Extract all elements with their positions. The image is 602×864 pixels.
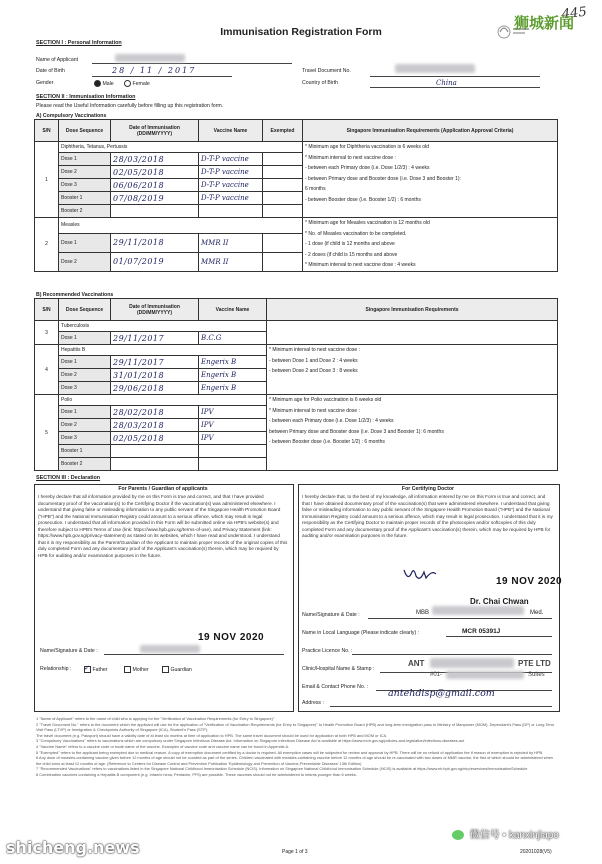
requirement-line: - between each Primary dose (i.e. Dose 1/2/3) : 4 weeks [305,165,430,171]
dose-vaccine: Engerix B [199,356,267,369]
dose-vaccine [199,445,267,458]
redacted-mbbs [432,606,524,615]
compulsory-table: S/N Dose Sequence Date of Immunisation (DD/MM/YYYY) Vaccine Name Exempted Singapore Immunisation Requirements (Application Approval Criteria) 1 Diphtheria, Tetanus, Pertussis * Minimum age for Diphtheria vaccination is 6 weeks old * Minimum interval to next vaccine dose : - between each Primary dose (i.e. Dose 1/2/3) : 4 weeks - between Primary dose and Booster dose (i.e. Dose 3 and Booster 1): 6 months - between Booster dose (i.e. Booster 1/2) : 6 months Dose 1 28/03/2018 D-T-P vaccine Dose 2 02/05/2018 D-T-P vaccine Dose 3 06/06/2018 D-T-P vaccine Booster 1 07/08/2019 D-T-P vaccine Booster 2 2 Measles * Minimum age for Measles vaccination is 12 months old * No. of Measles vaccination to be completed. - 1 dose (if child is 12 months and above - 2 doses (if child is 15 months and above * Minimum interval to next vaccine dose : 4 weeks Dose 1 29/11/2018 MMR II Dose 2 01/07/2019 MMR II [34,119,558,272]
watermark-bottom-left: shicheng.news [6,838,140,857]
dose-date: 31/01/2018 [111,369,199,382]
dose-vaccine: D-T-P vaccine [199,166,263,179]
vaccine-name: Diphtheria, Tetanus, Pertussis [59,142,303,153]
vaccine-sn: 1 [35,142,59,218]
vaccine-sn: 4 [35,345,59,395]
doctor-stamp-name: Dr. Chai Chwan [470,597,529,606]
doctor-declaration-text: I hereby declare that, to the best of my knowledge, all information entered by me on this Form is true and correct, and that I have obtained documentary proof of the vaccination(s) that were administered elsewhere. I understand that giving false or misleading information to any public servant of the Singapore Health Promotion Board ("HPB") and the National Immunisation Registry could amount to a serious offence, which may result in legal prosecution. I understand that it is my responsibility as the Certifying Doctor to maintain proper records of the photocopies and/or softcopies of this duly completed Form and any documentary proof of the Applicant's vaccination(s) therein, which may be required by HPB for auditing and/or examination purposes in the future. [302,494,553,538]
rel-mother[interactable]: Mother [124,666,149,673]
dose-sequence: Dose 2 [59,166,111,179]
dose-date [111,445,199,458]
vaccine-name: Polio [59,395,267,406]
gender-male[interactable]: Male [94,80,114,87]
travel-doc-label: Travel Document No. [302,68,351,74]
name-label: Name of Applicant [36,57,79,63]
dose-vaccine: D-T-P vaccine [199,192,263,205]
address-label: Address : [302,700,324,706]
redacted-parent-name [140,645,200,653]
requirement-line: - between Booster dose (i.e. Booster 1/2) : 6 months [269,439,385,445]
dose-exempted [263,205,303,218]
vaccine-sn: 2 [35,218,59,272]
page-title: Immunisation Registration Form [220,26,382,38]
dose-sequence: Dose 1 [59,153,111,166]
dose-date: 28/02/2018 [111,406,199,419]
dose-sequence: Dose 2 [59,252,111,271]
requirements-cell [303,218,558,272]
dose-exempted [263,153,303,166]
parent-date-stamp: 19 NOV 2020 [198,632,265,643]
clinic-stamp-4: Suites [528,672,545,678]
requirements-cell [267,345,558,395]
parent-head: For Parents / Guardian of applicants [118,486,208,492]
dose-vaccine: B.C.G [199,332,267,345]
footnote: 8 Combination vaccines containing a Hepatitis B component (e.g. Infanrix hexa, Pentaxim, PF5) are possible. These vaccines should not be administered to infants younger than 6 weeks. [36,771,357,777]
watermark-bottom-right: 微信号 • kanxinjiapo [452,826,559,841]
requirement-line: * Minimum age for Diphtheria vaccination is 6 weeks old [305,144,429,150]
vaccine-row [35,395,558,406]
dob-label: Date of Birth [36,68,65,74]
email-label: Email & Contact Phone No. : [302,684,369,690]
footnote: 4 "Vaccine Name" refers to a vaccine code or trade name of the vaccine. Examples of vaccine code and vaccine name can be found in Appendix A. [36,743,290,749]
parent-declaration-text: I hereby declare that all information provided by me on this Form is true and correct, and that I have provided documentary proof of the vaccination(s) to the Certifying Doctor if the vaccination(s) was administered elsewhere. I understand that giving false or misleading information to any public servant of the Singapore Health Promotion Board ("HPB") and the National Immunisation Registry could amount to a serious offence, which may result in legal prosecution. I understand that all information provided in this Form will be submitted online via HPB's website(s) and therefore subject to HPB's Terms of Use (link: https://www.hpb.gov.sg/terms-of-use), and Privacy Statement (link: https://www.hpb.gov.sg/privacy-statement) as stated on its websites, which I have read and understood. I understand that it is my responsibility as the Parent/Guardian of the Applicant to maintain proper records of the original copies of this duly completed Form and any documentary proof of the Applicant's vaccination(s) therein, which may be required by HPB for auditing and/or examination purposes in the future. [38,494,288,558]
doctor-sig-label: Name/Signature & Date : [302,612,360,618]
section1-heading: SECTION I : Personal Information [36,40,122,46]
email-value: antehdisp@gmail.com [388,688,495,699]
doctor-signature [402,566,438,588]
watermark-top-right: 狮城新闻 [514,14,575,32]
requirement-line: * Minimum interval to next vaccine dose : [269,407,360,414]
vaccine-row [35,142,558,153]
relationship-label: Relationship : [40,666,72,672]
licence-label: Practice Licence No. : [302,648,353,654]
dose-date: 01/07/2019 [111,252,199,271]
dose-vaccine: MMR II [199,252,263,271]
dose-vaccine [199,458,267,471]
vaccine-row [35,345,558,356]
dose-date: 02/05/2018 [111,166,199,179]
rel-guardian[interactable]: Guardian [162,666,192,673]
corner-number: 445 [561,4,588,23]
requirement-line: * Minimum interval to next vaccine dose : [269,347,360,353]
footnote: 3 "Compulsory Vaccinations" refers to vaccinations which are compulsory under Singapore Infectious Disease Act. Information on Singapore Infectious Disease Act is available at https://www.moh.gov.sg/policies-and-legislation/infectious-diseases-act [36,738,465,744]
rel-father[interactable]: ✓ Father [84,665,108,673]
dose-vaccine: MMR II [199,233,263,252]
dose-date: 07/08/2019 [111,192,199,205]
dose-sequence: Dose 3 [59,179,111,192]
footnote: The travel document (e.g. Passport) should have a validity date of at least six months at time of application to HPB. The same travel document should be used for application at both HPB and MOM or ICA. [36,732,388,738]
dose-date: 29/11/2017 [111,356,199,369]
clinic-stamp-3: #01- [430,672,443,678]
dose-date: 06/06/2018 [111,179,199,192]
redacted-clinic [430,658,514,668]
redacted-travel-doc [395,64,475,73]
clinic-label: Clinic/Hospital Name & Stamp : [302,666,375,672]
dose-sequence: Booster 1 [59,192,111,205]
requirement-line: between Primary dose and Booster dose (i.e. Dose 3 and Booster 1): 6 months [269,428,444,435]
vaccine-row [35,218,558,234]
dose-vaccine: IPV [199,432,267,445]
requirements-cell [303,142,558,218]
dose-date: 29/06/2018 [111,382,199,395]
requirement-line: * Minimum age for Polio vaccination is 6 weeks old [269,397,382,403]
dose-date [111,458,199,471]
requirement-line: * Minimum age for Measles vaccination is 12 months old [305,220,430,226]
reg-label: Name in Local Language (Please indicate clearly) : [302,630,420,636]
mcr-value: MCR 05391J [462,628,501,635]
country-label: Country of Birth [302,80,339,86]
dose-vaccine: IPV [199,406,267,419]
dose-date: 02/05/2018 [111,432,199,445]
recommended-title: B) Recommended Vaccinations [36,292,114,298]
dose-sequence: Dose 2 [59,419,111,432]
dose-exempted [263,233,303,252]
requirement-line: - 1 dose (if child is 12 months and above [305,241,395,247]
country-value: China [436,79,457,87]
dose-vaccine: Engerix B [199,382,267,395]
dose-sequence: Dose 1 [59,356,111,369]
doctor-head: For Certifying Doctor [401,486,455,492]
requirement-line: - 2 doses (if child is 15 months and above [305,251,398,258]
redacted-name [115,54,185,62]
dose-vaccine: IPV [199,419,267,432]
wechat-icon [452,830,464,840]
footnote: 7 "Recommended Vaccinations" refers to vaccinations listed in the Singapore National Childhood Immunisation Schedule (NCIS). Information on Singapore National Childhood Immunisation Schedule (NCIS) is available at https://www.nir.hpb.gov.sg/nirp/eservices/immunisationSchedule [36,766,528,772]
recommended-table: S/N Dose Sequence Date of Immunisation (DD/MM/YYYY) Vaccine Name Singapore Immunisation Requirements 3 Tuberculosis Dose 1 29/11/2017 B.C.G 4 Hepatitis B * Minimum interval to next vaccine dose : - between Dose 1 and Dose 2 : 4 weeks - between Dose 2 and Dose 3 : 8 weeks Dose 1 29/11/2017 Engerix B Dose 2 31/01/2018 Engerix B Dose 3 29/06/2018 Engerix B 5 Polio * Minimum age for Polio vaccination is 6 weeks old * Minimum interval to next vaccine dose : - between each Primary dose (i.e. Dose 1/2/3) : 4 weeks between Primary dose and Booster dose (i.e. Dose 3 and Booster 1): 6 months - between Booster dose (i.e. Booster 1/2) : 6 months Dose 1 28/02/2018 IPV Dose 2 28/03/2018 IPV Dose 3 02/05/2018 IPV Booster 1 Booster 2 [34,298,558,471]
section2-heading: SECTION II : Immunisation Information [36,94,136,100]
requirements-cell [267,321,558,345]
footnote: 5 "Exempted" refers to the applicant being exempted due to medical reason. A copy of exemption document certified by a doctor is required. All exemption cases will be subjected for review and approval by HPB. There will be no refund of application fee if reason of exemption is rejected by HPB. [36,749,544,755]
dose-sequence: Dose 1 [59,406,111,419]
dose-sequence: Dose 3 [59,432,111,445]
requirement-line: * Minimum interval to next vaccine dose : 4 weeks [305,262,416,268]
clinic-stamp-2: PTE LTD [518,659,551,668]
requirement-line: * Minimum interval to next vaccine dose : [305,154,396,161]
dose-date: 29/11/2017 [111,332,199,345]
vaccine-row [35,321,558,332]
dose-sequence: Booster 2 [59,458,111,471]
dose-exempted [263,252,303,271]
requirement-line: - between Dose 1 and Dose 2 : 4 weeks [269,357,358,364]
doctor-date-stamp: 19 NOV 2020 [496,576,563,587]
dose-sequence: Dose 3 [59,382,111,395]
vaccine-sn: 5 [35,395,59,471]
vaccine-name: Measles [59,218,303,234]
form-code: 20201028(V5) [520,849,552,855]
dose-exempted [263,179,303,192]
med-partial: Med. [530,610,544,616]
dose-exempted [263,192,303,205]
requirements-cell [267,395,558,471]
requirement-line: - between each Primary dose (i.e. Dose 1/2/3) : 4 weeks [269,418,394,424]
section3-heading: SECTION III : Declaration [36,475,101,481]
vaccine-name: Tuberculosis [59,321,267,332]
dose-date: 29/11/2018 [111,233,199,252]
requirement-line: - between Primary dose and Booster dose (i.e. Dose 3 and Booster 1): [305,175,461,182]
dose-sequence: Dose 1 [59,332,111,345]
requirement-line: * No. of Measles vaccination to be completed. [305,230,407,237]
section2-instruction: Please read the Useful Information carefully before filling up this registration form. [36,103,224,109]
dose-sequence: Booster 1 [59,445,111,458]
dose-date: 28/03/2018 [111,153,199,166]
gender-label: Gender [36,80,54,86]
dose-sequence: Dose 1 [59,233,111,252]
requirement-line: - between Booster dose (i.e. Booster 1/2) : 6 months [305,196,421,203]
footnote: 2 "Travel Document No." refers to the document which the applicant will use for the application of "Verification of Vaccination Requirements (for Entry to Singapore)" to Health Promotion Board (HPB) and long-term immigration pass to Ministry of Manpower (MOM), Dependant's Pass (DP) or Long Term Visit Pass (LTVP) or Immigration & Checkpoints Authority of Singapore (ICA), Student's Pass (STP). [36,721,555,733]
dose-vaccine: D-T-P vaccine [199,179,263,192]
footnote: 6 Any dose of measles-containing vaccine given before 12 months of age should not be counted as part of the series. Children vaccinated with measles-containing vaccine before 12 months of age should be re-vaccinated with two doses of MMR vaccine, the first of which should be administered when the child turns at least 12 months of age. (Reference to Centers for Disease Control and Prevention Publication 'Epidemiology and Prevention of Vaccine-Preventable Diseases' 13th Edition) [36,755,554,766]
dose-sequence: Dose 2 [59,369,111,382]
vaccine-sn: 3 [35,321,59,345]
parent-name-label: Name/Signature & Date : [40,648,98,654]
dose-date [111,205,199,218]
dose-date: 28/03/2018 [111,419,199,432]
dose-vaccine [199,205,263,218]
gender-female[interactable]: Female [124,80,150,87]
dose-vaccine: D-T-P vaccine [199,153,263,166]
footnotes [36,716,556,778]
dose-vaccine: Engerix B [199,369,267,382]
compulsory-title: A) Compulsory Vaccinations [36,113,107,119]
dose-exempted [263,166,303,179]
clinic-stamp-1: ANT [408,659,425,668]
footnote: 1 "Name of Applicant" refers to the name of child who is applying for the "Verification of Vaccination Requirements (for Entry to Singapore)" [36,716,275,721]
dob-value: 28 / 11 / 2017 [112,66,197,75]
redacted-clinic-address [446,671,524,679]
mbbs-partial: MBB [416,610,430,616]
requirement-line: 6 months [305,186,326,192]
vaccine-name: Hepatitis B [59,345,267,356]
dose-sequence: Booster 2 [59,205,111,218]
page-number: Page 1 of 3 [282,849,308,855]
requirement-line: - between Dose 2 and Dose 3 : 8 weeks [269,368,358,374]
